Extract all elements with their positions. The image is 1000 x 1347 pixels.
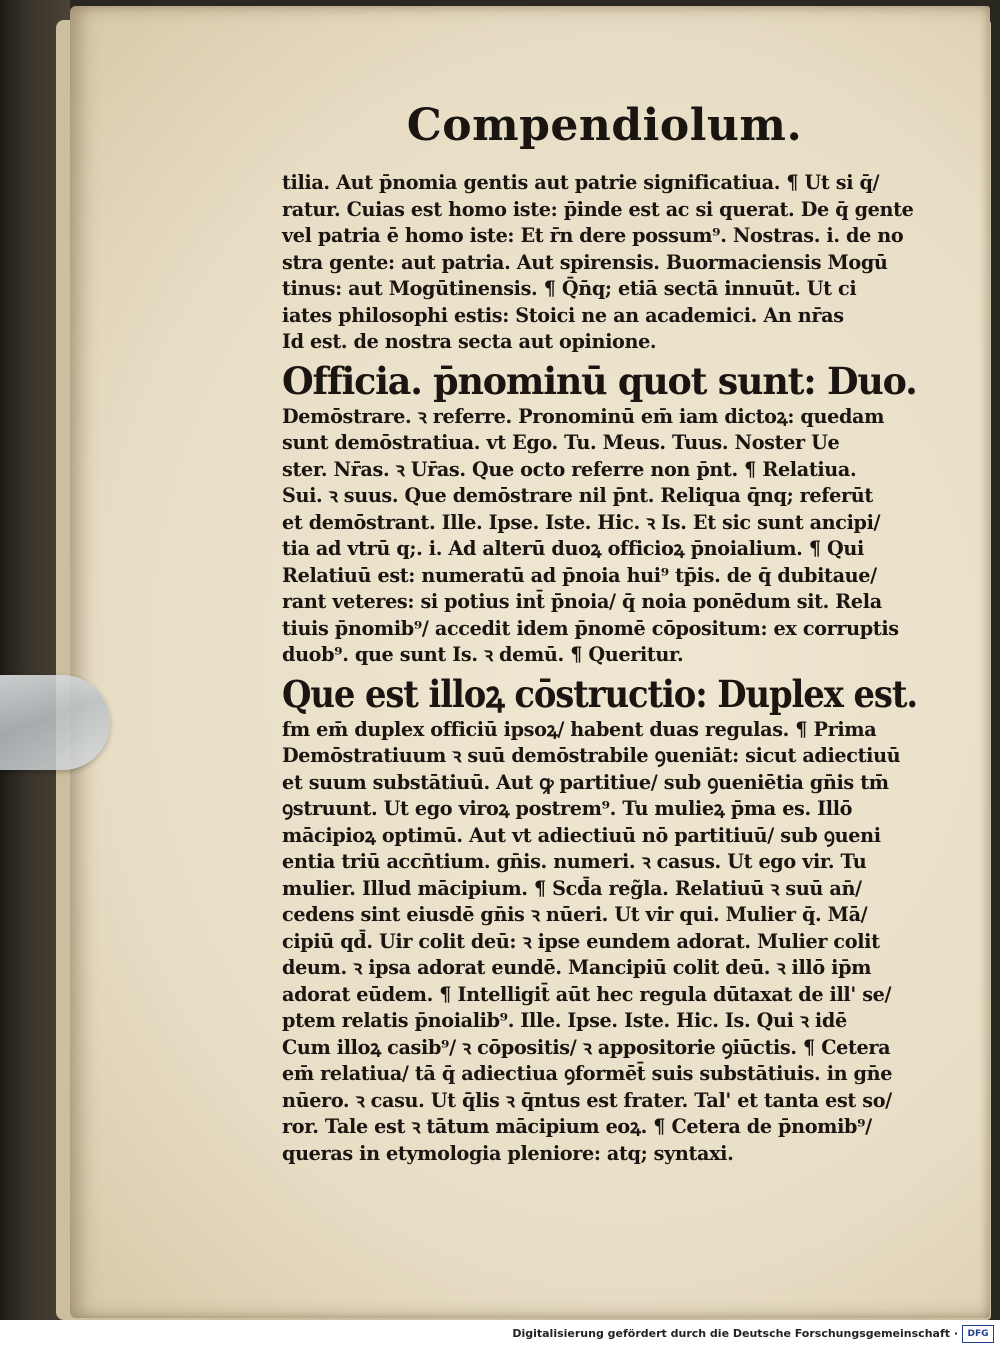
text-line: entia triū accn̄tium. gn̄is. numeri. ꝛ casus. Ut ego vir. Tu: [282, 850, 867, 873]
text-line: rant veteres: si potius int̄ p̄noia/ q̄ noia ponēdum sit. Rela: [282, 590, 882, 613]
text-line: vel patria ē homo iste: Et r̄n dere possum⁹. Nostras. i. de no: [282, 224, 904, 247]
text-line: adorat eūdem. ¶ Intelligit̄ aūt hec regula dūtaxat de ill' se/: [282, 982, 892, 1006]
text-line: nūero. ꝛ casu. Ut q̄lis ꝛ q̄ntus est frater. Tal' et tanta est so/: [282, 1088, 892, 1112]
text-line: ratur. Cuias est homo iste: p̄inde est ac si querat. De q̄ gente: [282, 197, 914, 221]
text-line: ror. Tale est ꝛ tātum mācipium eoꝝ. ¶ Cetera de p̄nomib⁹/: [282, 1115, 872, 1138]
text-line: Relatiuū est: numeratū ad p̄noia hui⁹ tp̄is. de q̄ dubitaue/: [282, 563, 877, 587]
text-block: [282, 98, 917, 1167]
text-line: Id est. de nostra secta aut opinione.: [282, 330, 657, 353]
text-line: ꝯstruunt. Ut ego viroꝝ postrem⁹. Tu mulieꝝ p̄ma es. Illō: [282, 797, 853, 820]
text-line: et demōstrant. Ille. Ipse. Iste. Hic. ꝛ Is. Et sic sunt ancipi/: [282, 510, 881, 534]
text-line: Cum illoꝝ casib⁹/ ꝛ cōpositis/ ꝛ appositorie ꝯiūctis. ¶ Cetera: [282, 1035, 891, 1059]
text-line: mācipioꝝ optimū. Aut vt adiectiuū nō partitiuū/ sub ꝯueni: [282, 823, 881, 847]
section-heading: Officia. p̄nominū quot sunt: Duo.: [282, 358, 917, 403]
page-clip: [0, 675, 110, 770]
text-line: ster. Nr̄as. ꝛ Ur̄as. Que octo referre non p̄nt. ¶ Relatiua.: [282, 457, 857, 481]
text-line: cedens sint eiusdē gn̄is ꝛ nūeri. Ut vir qui. Mulier q̄. Mā/: [282, 903, 868, 926]
text-line: deum. ꝛ ipsa adorat eundē. Mancipiū colit deū. ꝛ illō ip̄m: [282, 956, 872, 979]
text-line: stra gente: aut patria. Aut spirensis. Buormaciensis Mogū: [282, 250, 888, 274]
text-line: tiuis p̄nomib⁹/ accedit idem p̄nomē cōpositum: ex corruptis: [282, 616, 899, 640]
text-line: ptem relatis p̄noialib⁹. Ille. Ipse. Iste. Hic. Is. Qui ꝛ idē: [282, 1009, 847, 1032]
text-line: tinus: aut Mogūtinensis. ¶ Q̄n̄q; etiā sectā innuūt. Ut ci: [282, 277, 857, 300]
text-line: fm em̄ duplex officiū ipsoꝝ/ habent duas regulas. ¶ Prima: [282, 717, 877, 741]
running-head: Compendiolum.: [406, 100, 803, 151]
text-line: queras in etymologia pleniore: atq; syntaxi.: [282, 1141, 734, 1165]
text-line: iates philosophi estis: Stoici ne an academici. An nr̄as: [282, 303, 844, 327]
text-line: tilia. Aut p̄nomia gentis aut patrie significatiua. ¶ Ut si q̄/: [282, 171, 880, 194]
text-line: tia ad vtrū q;. i. Ad alterū duoꝝ officioꝝ p̄noialium. ¶ Qui: [282, 537, 864, 560]
funding-credit: Digitalisierung gefördert durch die Deutsche Forschungsgemeinschaft ·: [512, 1327, 958, 1340]
dfg-logo-icon: DFG: [962, 1325, 994, 1343]
text-line: et suum substātiuū. Aut ꝙ partitiue/ sub ꝯueniētia gn̄is tm̄: [282, 770, 889, 794]
text-line: Demōstratiuum ꝛ suū demōstrabile ꝯueniāt: sicut adiectiuū: [282, 744, 901, 767]
text-line: sunt demōstratiua. vt Ego. Tu. Meus. Tuus. Noster Ue: [282, 431, 840, 454]
footer-bar: [0, 1320, 1000, 1347]
text-line: cipiū qd̄. Uir colit deū: ꝛ ipse eundem adorat. Mulier colit: [282, 929, 880, 953]
text-line: duob⁹. que sunt Is. ꝛ demū. ¶ Queritur.: [282, 643, 684, 666]
text-line: em̄ relatiua/ tā q̄ adiectiua ꝯformēt̄ suis substātiuis. in gn̄e: [282, 1062, 893, 1085]
book-page: [70, 6, 990, 1318]
paragraph-2: [282, 404, 917, 669]
section-heading: Que est illoꝝ cōstructio: Duplex est.: [282, 671, 918, 716]
paragraph-1: [282, 170, 917, 356]
text-line: Demōstrare. ꝛ referre. Pronominū em̄ iam dictoꝝ: quedam: [282, 404, 885, 428]
paragraph-3: [282, 717, 917, 1168]
text-line: mulier. Illud mācipium. ¶ Scd̄a reg̃la. Relatiuū ꝛ suū an̄/: [282, 876, 862, 900]
text-line: Sui. ꝛ suus. Que demōstrare nil p̄nt. Reliqua q̄nq; referūt: [282, 484, 873, 507]
